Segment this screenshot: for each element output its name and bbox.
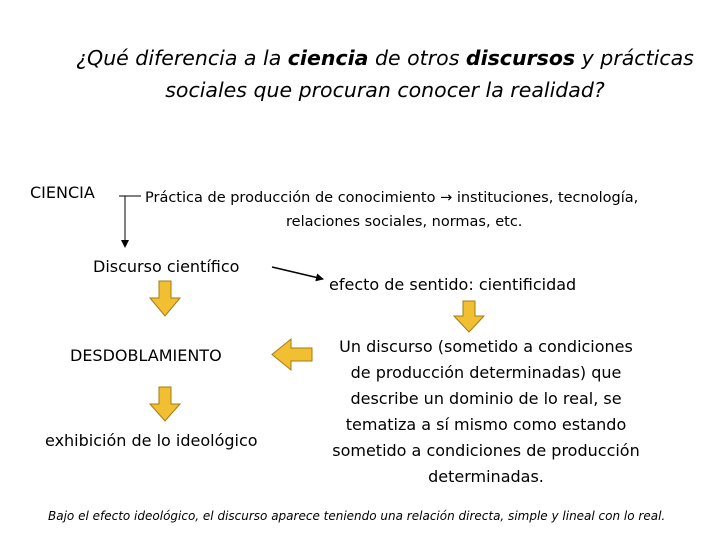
- node-ciencia: CIENCIA: [30, 183, 95, 202]
- footer-note: Bajo el efecto ideológico, el discurso aparece teniendo una relación directa, simple y lineal con lo real.: [48, 509, 666, 523]
- node-efecto-sentido: efecto de sentido: cientificidad: [329, 275, 577, 294]
- block-arrow-down-icon: [150, 387, 180, 421]
- block-arrow-down-icon: [150, 281, 180, 316]
- block-arrow-down-icon: [454, 301, 484, 332]
- node-practica-line2: relaciones sociales, normas, etc.: [286, 214, 523, 230]
- node-desdoblamiento: DESDOBLAMIENTO: [70, 346, 222, 365]
- title-emphasis-ciencia: ciencia: [287, 46, 369, 70]
- arrow-discurso-to-efecto: [272, 267, 323, 279]
- node-exhibicion-ideologico: exhibición de lo ideológico: [45, 431, 258, 450]
- node-discurso-cientifico: Discurso científico: [93, 257, 240, 276]
- block-arrow-left-icon: [272, 339, 312, 370]
- right-arrow-icon: →: [440, 190, 453, 206]
- node-practica: Práctica de producción de conocimiento → instituciones, tecnología,: [145, 190, 639, 206]
- title-emphasis-discursos: discursos: [465, 46, 576, 70]
- node-discurso-sometido: Un discurso (sometido a condiciones de producción determinadas) que describe un dominio de lo real, se tematiza a sí mismo como estando sometido a condiciones de producción determinadas.: [332, 337, 640, 486]
- page-title: ¿Qué diferencia a la ciencia de otros discursos y prácticas sociales que procuran conocer la realidad?: [76, 46, 694, 102]
